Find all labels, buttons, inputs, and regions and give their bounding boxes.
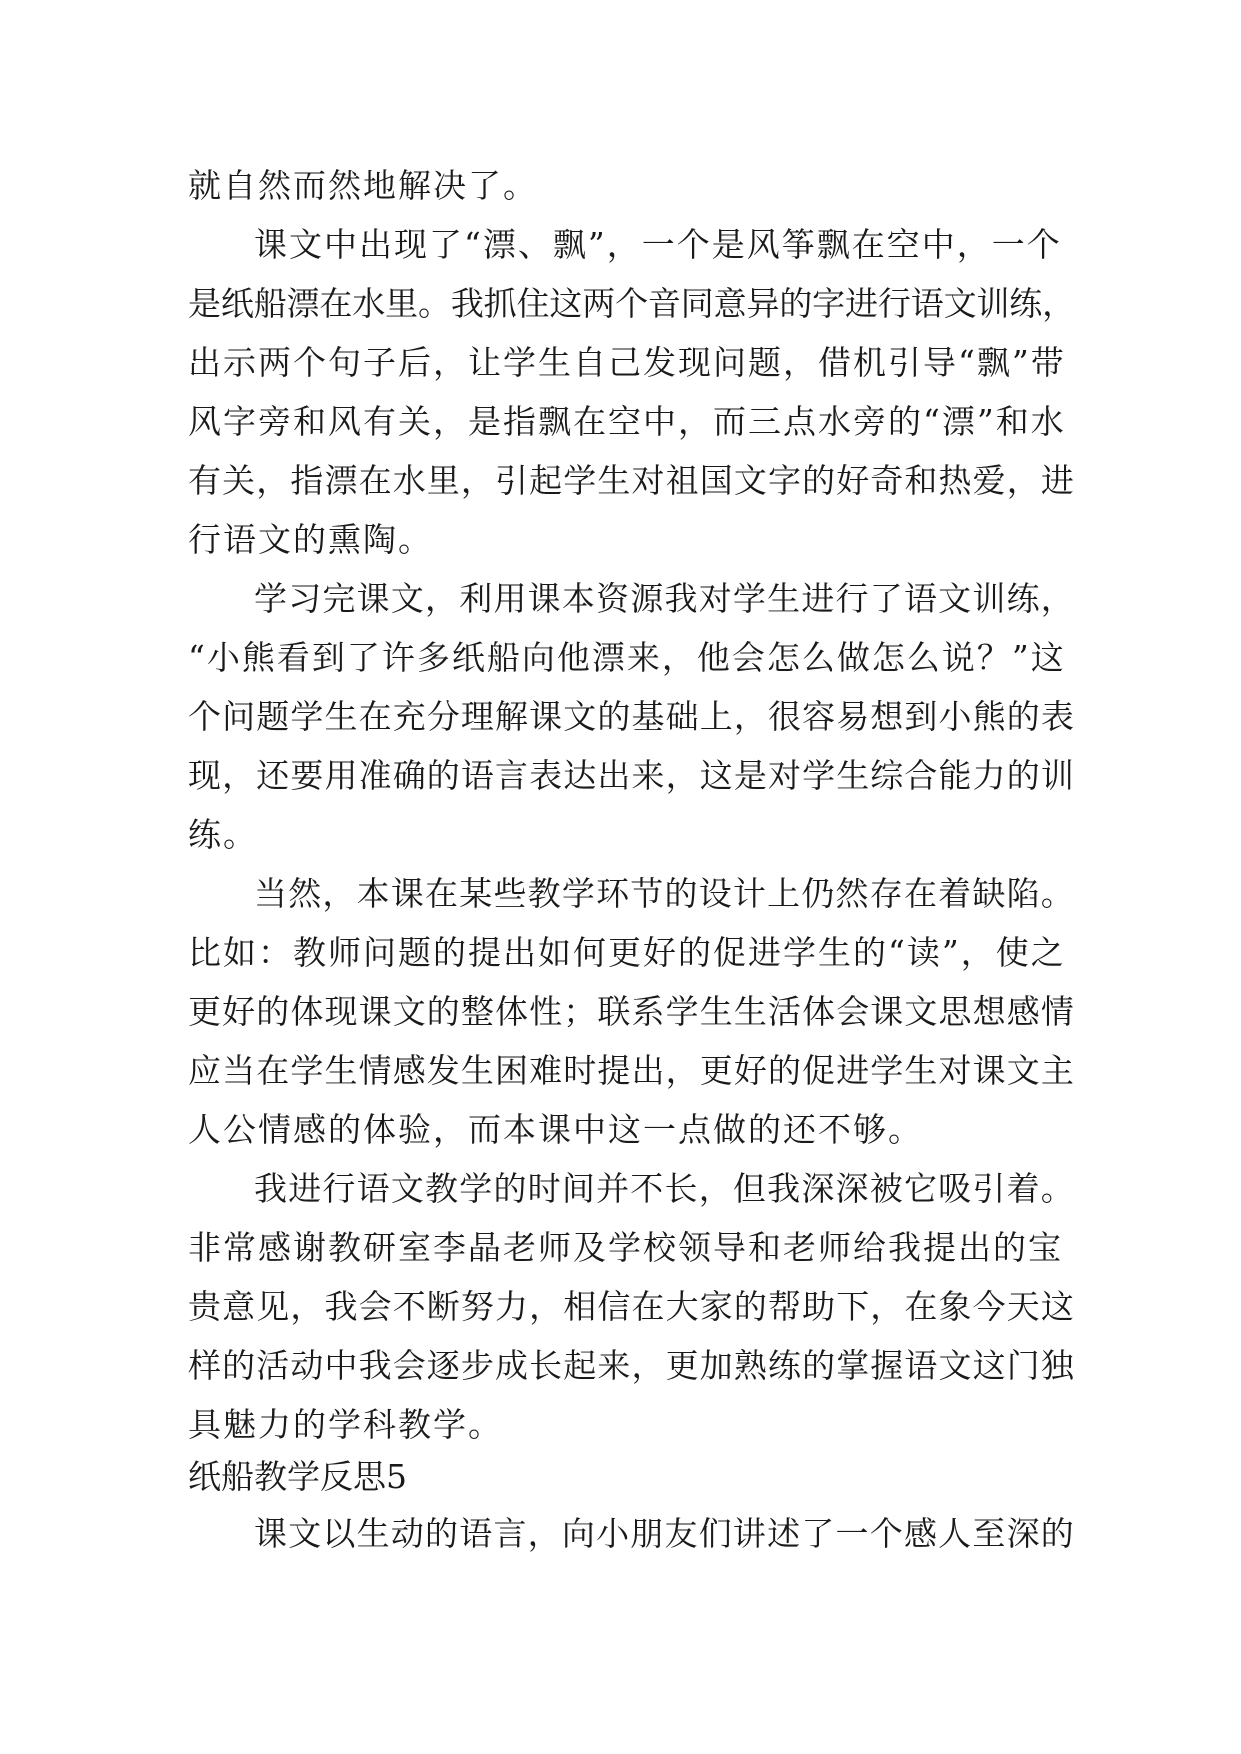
paragraph-line: 人公情感的体验，而本课中这一点做的还不够。 [188, 1110, 923, 1149]
paragraph-line: 当然，本课在某些教学环节的设计上仍然存在着缺陷。 [254, 874, 1075, 913]
paragraph-line: 比如：教师问题的提出如何更好的促进学生的“读”，使之 [188, 933, 1066, 972]
paragraph-line: 具魅力的学科教学。 [188, 1405, 503, 1444]
paragraph-line: 样的活动中我会逐步成长起来，更加熟练的掌握语文这门独 [188, 1346, 1075, 1385]
paragraph-line: 应当在学生情感发生困难时提出，更好的促进学生对课文主 [188, 1051, 1075, 1090]
paragraph-line: 是纸船漂在水里。我抓住这两个音同意异的字进行语文训练， [188, 284, 1075, 323]
paragraph-line: 就自然而然地解决了。 [188, 166, 538, 205]
paragraph-line: 现，还要用准确的语言表达出来，这是对学生综合能力的训 [188, 756, 1075, 795]
paragraph-line: 个问题学生在充分理解课文的基础上，很容易想到小熊的表 [188, 697, 1075, 736]
paragraph-line: 我进行语文教学的时间并不长，但我深深被它吸引着。 [254, 1169, 1075, 1208]
paragraph-line: 贵意见，我会不断努力，相信在大家的帮助下，在象今天这 [188, 1287, 1075, 1326]
paragraph-line: “小熊看到了许多纸船向他漂来，他会怎么做怎么说？”这 [188, 638, 1066, 677]
paragraph-line: 课文中出现了“漂、飘”，一个是风筝飘在空中，一个 [254, 225, 1062, 264]
paragraph-line: 风字旁和风有关，是指飘在空中，而三点水旁的“漂”和水 [188, 402, 1066, 441]
paragraph-line: 学习完课文，利用课本资源我对学生进行了语文训练， [254, 579, 1075, 618]
paragraph-line: 出示两个句子后，让学生自己发现问题，借机引导“飘”带 [188, 343, 1066, 382]
section-heading: 纸船教学反思5 [188, 1457, 407, 1496]
paragraph-line: 练。 [188, 815, 258, 854]
paragraph-line: 有关，指漂在水里，引起学生对祖国文字的好奇和热爱，进 [188, 461, 1075, 500]
paragraph-line: 行语文的熏陶。 [188, 520, 433, 559]
paragraph-line: 更好的体现课文的整体性；联系学生生活体会课文思想感情 [188, 992, 1075, 1031]
paragraph-line: 非常感谢教研室李晶老师及学校领导和老师给我提出的宝 [188, 1228, 1063, 1267]
paragraph-line: 课文以生动的语言，向小朋友们讲述了一个感人至深的 [254, 1514, 1075, 1553]
